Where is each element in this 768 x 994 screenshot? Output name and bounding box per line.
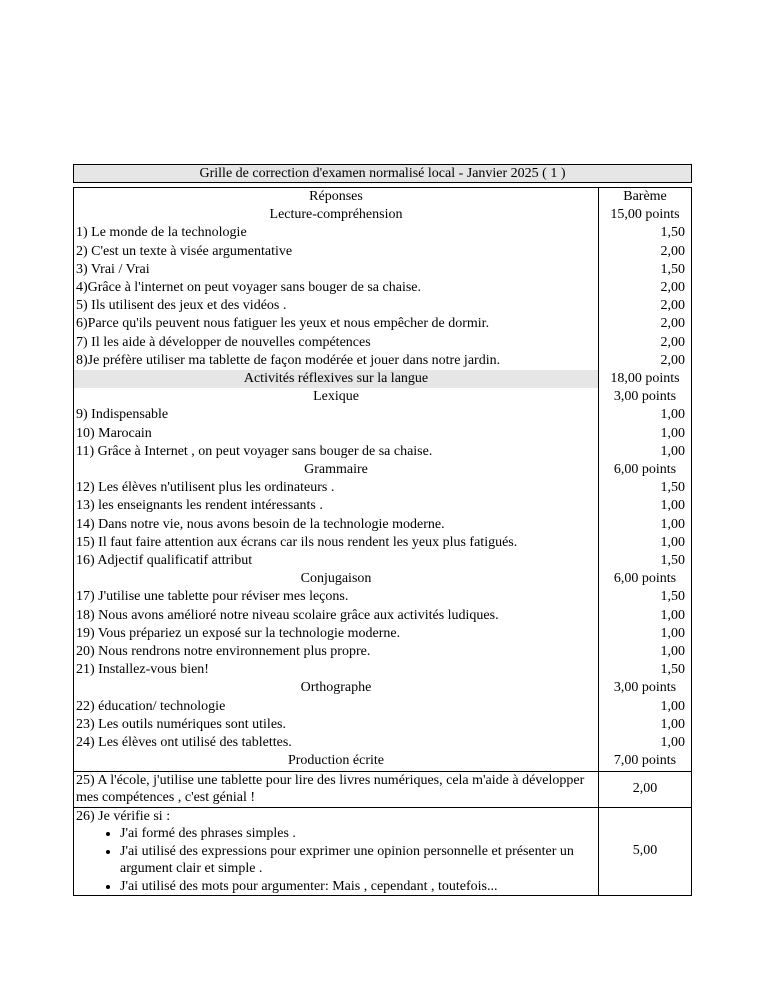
- table-row: [74, 607, 692, 625]
- section-score: 3,00 points: [599, 679, 692, 697]
- answer-cell: 16) Adjectif qualificatif attribut: [74, 552, 599, 570]
- score-cell: 1,00: [599, 625, 692, 643]
- answer-cell: 23) Les outils numériques sont utiles.: [74, 716, 599, 734]
- answer-cell: 22) éducation/ technologie: [74, 698, 599, 716]
- section-score: 7,00 points: [599, 752, 692, 771]
- score-cell: 1,00: [599, 698, 692, 716]
- section-row: [74, 570, 692, 588]
- header-scale: Barème: [599, 188, 692, 207]
- section-score: 3,00 points: [599, 388, 692, 406]
- score-cell: 2,00: [599, 243, 692, 261]
- table-row: [74, 352, 692, 370]
- page-title: Grille de correction d'examen normalisé local - Janvier 2025 ( 1 ): [73, 164, 692, 183]
- section-title: Activités réflexives sur la langue: [74, 370, 599, 388]
- section-row: [74, 370, 692, 388]
- table-row: [74, 297, 692, 315]
- table-row: [74, 315, 692, 333]
- section-row: [74, 752, 692, 771]
- checklist-title: 26) Je vérifie si :: [76, 808, 171, 824]
- section-title: Lexique: [74, 388, 599, 406]
- table-row: [74, 479, 692, 497]
- checklist: [76, 825, 596, 895]
- score-cell: 1,00: [599, 643, 692, 661]
- answer-cell: 12) Les élèves n'utilisent plus les ordinateurs .: [74, 479, 599, 497]
- answer-cell: 11) Grâce à Internet , on peut voyager sans bouger de sa chaise.: [74, 443, 599, 461]
- score-cell: 1,50: [599, 661, 692, 679]
- section-title: Lecture-compréhension: [74, 206, 599, 224]
- answer-cell: 6)Parce qu'ils peuvent nous fatiguer les yeux et nous empêcher de dormir.: [74, 315, 599, 333]
- answer-cell: 20) Nous rendrons notre environnement plus propre.: [74, 643, 599, 661]
- table-row: [74, 279, 692, 297]
- table-row: [74, 261, 692, 279]
- section-title: Grammaire: [74, 461, 599, 479]
- table-row: [74, 588, 692, 606]
- score-cell: 1,00: [599, 734, 692, 752]
- answer-cell: 2) C'est un texte à visée argumentative: [74, 243, 599, 261]
- score-cell: 1,50: [599, 588, 692, 606]
- section-score: 18,00 points: [599, 370, 692, 388]
- section-row: [74, 679, 692, 697]
- score-cell: 1,00: [599, 716, 692, 734]
- answer-cell: [74, 807, 599, 896]
- table-row: [74, 771, 692, 807]
- header-answers: Réponses: [74, 188, 599, 207]
- table-row: [74, 698, 692, 716]
- answer-cell: 1) Le monde de la technologie: [74, 224, 599, 242]
- table-row: [74, 661, 692, 679]
- score-cell: 1,00: [599, 425, 692, 443]
- section-row: [74, 388, 692, 406]
- section-row: [74, 206, 692, 224]
- score-cell: 1,00: [599, 534, 692, 552]
- table-row: [74, 497, 692, 515]
- score-cell: 1,00: [599, 443, 692, 461]
- answer-cell: 10) Marocain: [74, 425, 599, 443]
- score-cell: 2,00: [599, 334, 692, 352]
- answer-cell: 5) Ils utilisent des jeux et des vidéos .: [74, 297, 599, 315]
- checklist-item: • J'ai utilisé des expressions pour exprimer une opinion personnelle et présenter un argument clair et simple .: [120, 843, 596, 878]
- section-score: 15,00 points: [599, 206, 692, 224]
- score-cell: 1,00: [599, 497, 692, 515]
- answer-cell: 19) Vous prépariez un exposé sur la technologie moderne.: [74, 625, 599, 643]
- answer-cell: 7) Il les aide à développer de nouvelles compétences: [74, 334, 599, 352]
- score-cell: 1,00: [599, 406, 692, 424]
- table-row: [74, 643, 692, 661]
- section-row: [74, 461, 692, 479]
- score-cell: 5,00: [599, 807, 692, 896]
- table-row: [74, 625, 692, 643]
- section-title: Production écrite: [74, 752, 599, 771]
- answer-cell: 18) Nous avons amélioré notre niveau scolaire grâce aux activités ludiques.: [74, 607, 599, 625]
- table-row: [74, 807, 692, 896]
- score-cell: 1,50: [599, 479, 692, 497]
- score-cell: 1,00: [599, 516, 692, 534]
- section-score: 6,00 points: [599, 570, 692, 588]
- table-row: [74, 516, 692, 534]
- table-row: [74, 552, 692, 570]
- answer-cell: 15) Il faut faire attention aux écrans car ils nous rendent les yeux plus fatigués.: [74, 534, 599, 552]
- checklist-item: • J'ai formé des phrases simples .: [120, 825, 596, 843]
- answer-cell: 21) Installez-vous bien!: [74, 661, 599, 679]
- score-cell: 2,00: [599, 771, 692, 807]
- score-cell: 2,00: [599, 352, 692, 370]
- score-cell: 1,00: [599, 607, 692, 625]
- score-cell: 2,00: [599, 315, 692, 333]
- table-row: [74, 224, 692, 242]
- table-row: [74, 734, 692, 752]
- score-cell: 1,50: [599, 224, 692, 242]
- grading-table: [73, 187, 692, 896]
- answer-cell: 13) les enseignants les rendent intéressants .: [74, 497, 599, 515]
- score-cell: 2,00: [599, 297, 692, 315]
- table-row: [74, 334, 692, 352]
- table-row: [74, 443, 692, 461]
- answer-cell: 9) Indispensable: [74, 406, 599, 424]
- table-row: [74, 406, 692, 424]
- table-header: [74, 188, 692, 207]
- section-title: Orthographe: [74, 679, 599, 697]
- answer-cell: 8)Je préfère utiliser ma tablette de façon modérée et jouer dans notre jardin.: [74, 352, 599, 370]
- section-title: Conjugaison: [74, 570, 599, 588]
- score-cell: 2,00: [599, 279, 692, 297]
- score-cell: 1,50: [599, 552, 692, 570]
- answer-cell: 4)Grâce à l'internet on peut voyager sans bouger de sa chaise.: [74, 279, 599, 297]
- section-score: 6,00 points: [599, 461, 692, 479]
- checklist-item: • J'ai utilisé des mots pour argumenter: Mais , cependant , toutefois...: [120, 878, 596, 896]
- table-row: [74, 425, 692, 443]
- answer-cell: 14) Dans notre vie, nous avons besoin de la technologie moderne.: [74, 516, 599, 534]
- answer-cell: 25) A l'école, j'utilise une tablette pour lire des livres numériques, cela m'aide à développer mes compétences , c'est génial !: [74, 771, 599, 807]
- table-row: [74, 534, 692, 552]
- answer-cell: 17) J'utilise une tablette pour réviser mes leçons.: [74, 588, 599, 606]
- answer-cell: 3) Vrai / Vrai: [74, 261, 599, 279]
- table-row: [74, 716, 692, 734]
- table-row: [74, 243, 692, 261]
- answer-cell: 24) Les élèves ont utilisé des tablettes.: [74, 734, 599, 752]
- score-cell: 1,50: [599, 261, 692, 279]
